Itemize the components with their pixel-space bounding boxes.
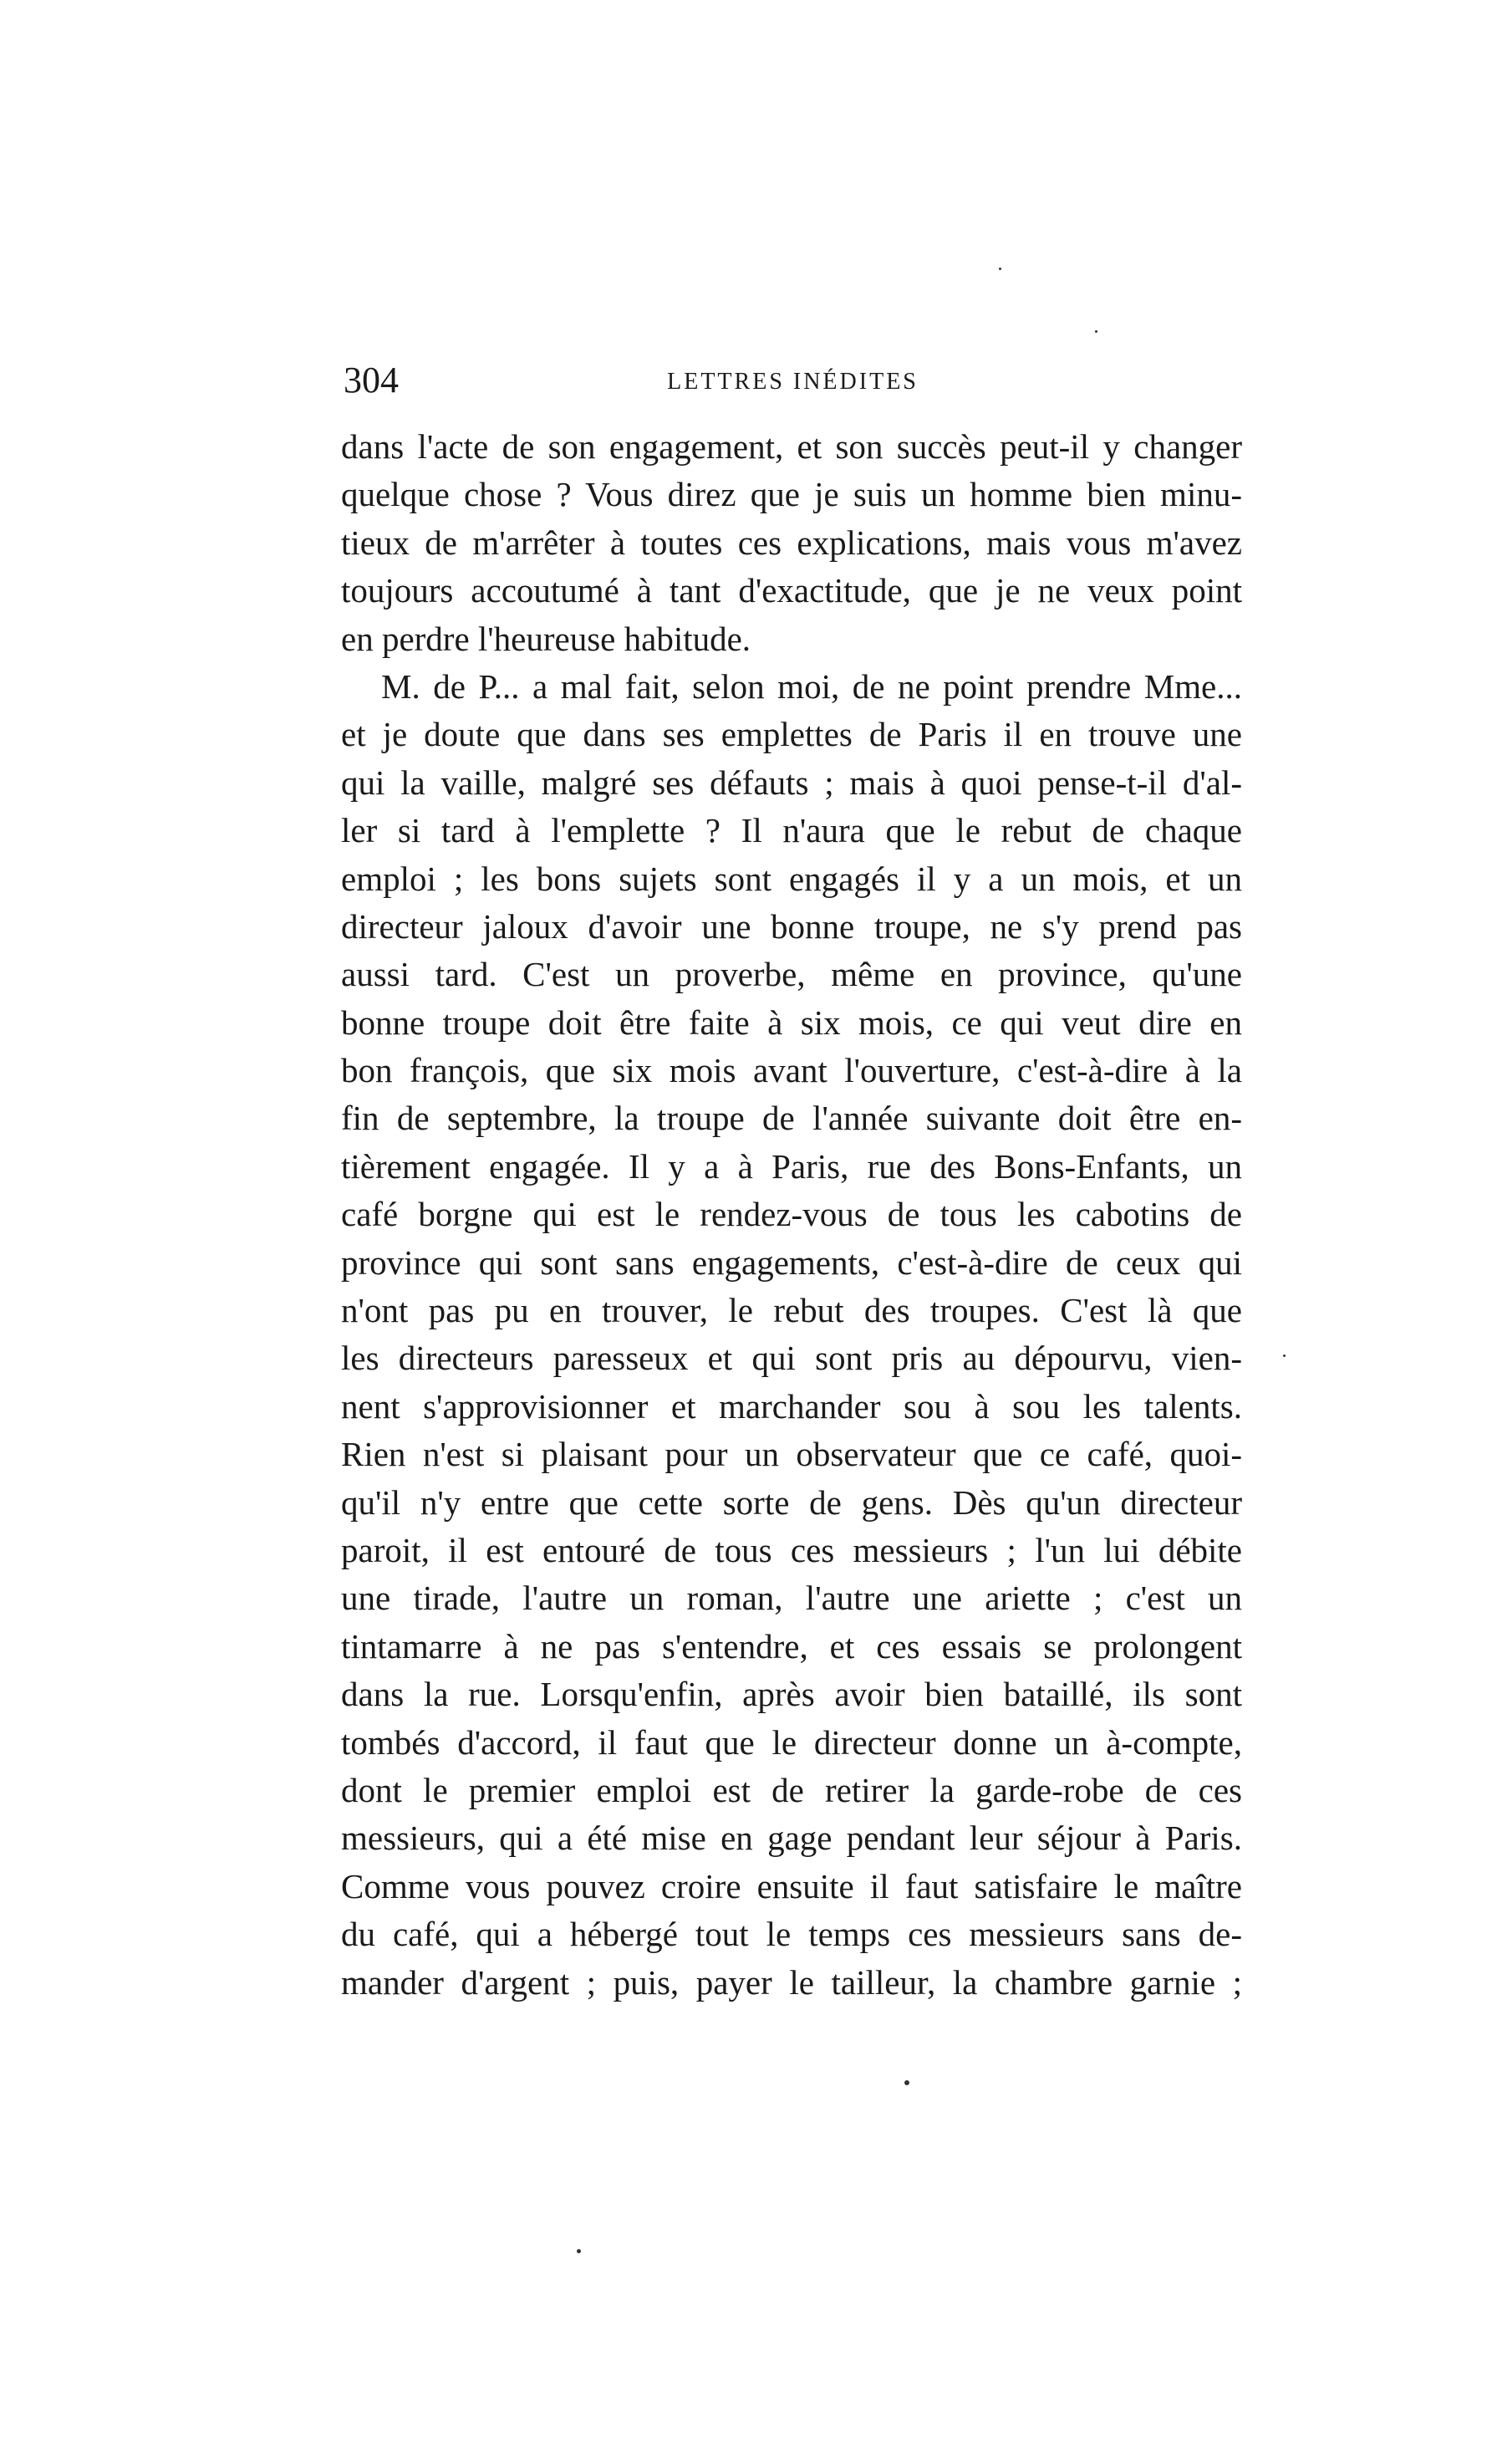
scan-speck bbox=[577, 2249, 581, 2253]
text-line: du café, qui a hébergé tout le temps ces messieurs sans de- bbox=[341, 1915, 1242, 1954]
text-line: tieux de m'arrêter à toutes ces explications, mais vous m'avez bbox=[341, 523, 1242, 562]
scan-speck bbox=[1283, 1354, 1286, 1357]
text-line: bon françois, que six mois avant l'ouverture, c'est-à-dire à la bbox=[341, 1051, 1242, 1090]
text-line: emploi ; les bons sujets sont engagés il y a un mois, et un bbox=[341, 859, 1242, 898]
page-header bbox=[344, 355, 1242, 406]
scan-speck bbox=[904, 2080, 909, 2085]
text-line: tièrement engagée. Il y a à Paris, rue des Bons-Enfants, un bbox=[341, 1146, 1242, 1186]
text-line: qui la vaille, malgré ses défauts ; mais à quoi pense-t-il d'al- bbox=[341, 763, 1242, 802]
text-line: quelque chose ? Vous direz que je suis un homme bien minu- bbox=[341, 475, 1242, 514]
text-line: toujours accoutumé à tant d'exactitude, que je ne veux point bbox=[341, 571, 1242, 610]
text-line: dans l'acte de son engagement, et son succès peut-il y changer bbox=[341, 427, 1242, 466]
text-line: Comme vous pouvez croire ensuite il faut satisfaire le maître bbox=[341, 1866, 1242, 1905]
text-line: mander d'argent ; puis, payer le tailleur, la chambre garnie ; bbox=[341, 1962, 1242, 2002]
text-line: n'ont pas pu en trouver, le rebut des troupes. C'est là que bbox=[341, 1291, 1242, 1330]
text-line: paroit, il est entouré de tous ces messieurs ; l'un lui débite bbox=[341, 1530, 1242, 1569]
text-line: tombés d'accord, il faut que le directeur donne un à-compte, bbox=[341, 1722, 1242, 1762]
text-line: bonne troupe doit être faite à six mois, ce qui veut dire en bbox=[341, 1002, 1242, 1042]
scan-speck bbox=[999, 268, 1001, 270]
text-line: nent s'approvisionner et marchander sou à sou les talents. bbox=[341, 1386, 1242, 1426]
text-line: province qui sont sans engagements, c'est-à-dire de ceux qui bbox=[341, 1242, 1242, 1282]
text-line: Rien n'est si plaisant pour un observateur que ce café, quoi- bbox=[341, 1435, 1242, 1474]
text-line: ler si tard à l'emplette ? Il n'aura que le rebut de chaque bbox=[341, 811, 1242, 850]
text-line: fin de septembre, la troupe de l'année suivante doit être en- bbox=[341, 1099, 1242, 1138]
text-line: une tirade, l'autre un roman, l'autre une ariette ; c'est un bbox=[341, 1579, 1242, 1618]
text-line: aussi tard. C'est un proverbe, même en province, qu'une bbox=[341, 955, 1242, 994]
text-line: et je doute que dans ses emplettes de Paris il en trouve une bbox=[341, 715, 1242, 754]
page-number: 304 bbox=[344, 360, 399, 400]
running-title: LETTRES INÉDITES bbox=[667, 369, 919, 395]
text-line: M. de P... a mal fait, selon moi, de ne point prendre Mme... bbox=[381, 666, 1242, 706]
text-line: dans la rue. Lorsqu'enfin, après avoir bien bataillé, ils sont bbox=[341, 1675, 1242, 1714]
text-line: qu'il n'y entre que cette sorte de gens. Dès qu'un directeur bbox=[341, 1482, 1242, 1522]
text-line: en perdre l'heureuse habitude. bbox=[341, 619, 751, 658]
text-line: café borgne qui est le rendez-vous de tous les cabotins de bbox=[341, 1195, 1242, 1234]
text-line: les directeurs paresseux et qui sont pris au dépourvu, vien- bbox=[341, 1339, 1242, 1378]
body-text bbox=[341, 423, 1242, 2007]
text-line: tintamarre à ne pas s'entendre, et ces essais se prolongent bbox=[341, 1626, 1242, 1666]
text-line: messieurs, qui a été mise en gage pendant leur séjour à Paris. bbox=[341, 1819, 1242, 1858]
scan-speck bbox=[1095, 330, 1097, 333]
text-line: dont le premier emploi est de retirer la garde-robe de ces bbox=[341, 1770, 1242, 1809]
text-line: directeur jaloux d'avoir une bonne troupe, ne s'y prend pas bbox=[341, 906, 1242, 946]
